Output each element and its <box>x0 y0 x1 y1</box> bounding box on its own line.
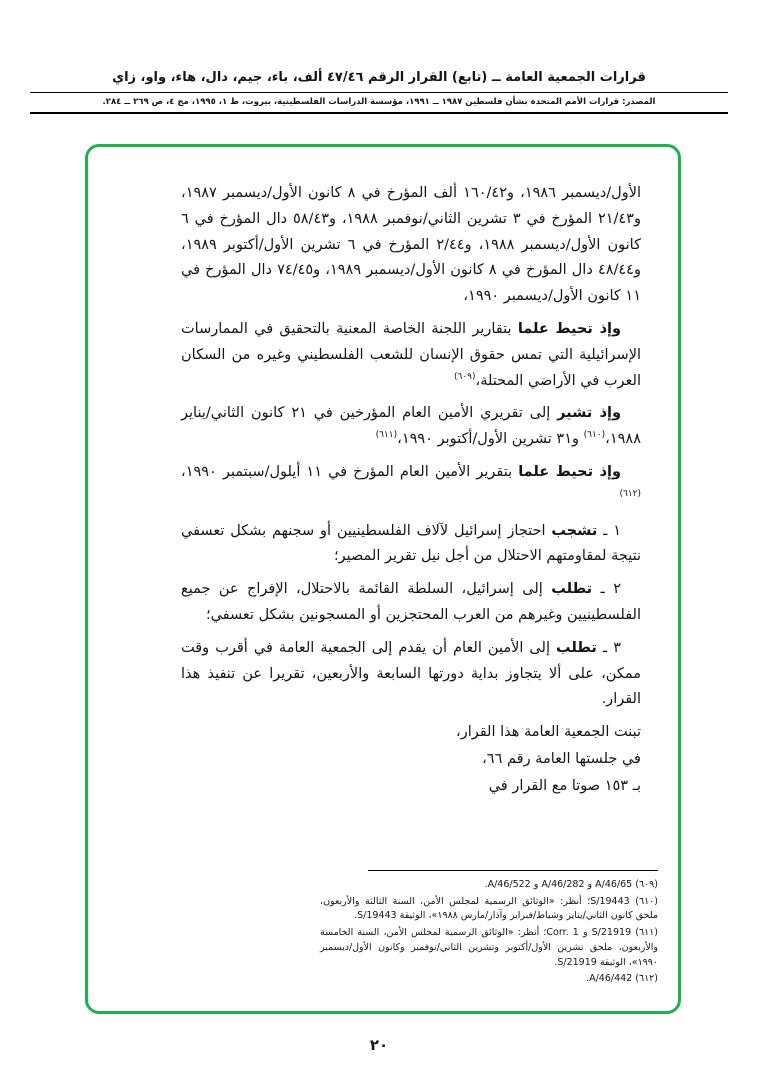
text-run: ٣ ـ <box>596 639 621 656</box>
resolution-frame <box>85 144 681 1014</box>
footnote-ref: (٦١٠) <box>583 430 606 441</box>
footnote-text: A/46/442. <box>586 973 636 985</box>
header-title: قرارات الجمعية العامة ــ (تابع) القرار الرقم ٤٧/٤٦ ألف، باء، جيم، دال، هاء، واو، زاي <box>112 70 646 85</box>
body-paragraph <box>181 519 641 571</box>
body-paragraph <box>181 317 641 394</box>
header-source: المصدر: قرارات الأمم المتحدة بشأن فلسطين ١٩٨٧ ــ ١٩٩١، مؤسسة الدراسات الفلسطينية، بيروت، ط ١، ١٩٩٥، مج ٤، ص ٢٦٩ ــ ٢٨٤. <box>102 97 656 107</box>
footnote-text: S/21919 و Corr. 1؛ أنظر: «الوثائق الرسمية لمجلس الأمن، السنة الخامسة والأربعون، ملحق تشرين الأول/أكتوبر وتشرين الثاني/نوفمبر وكانون الأول/ديسمبر ١٩٩٠»، الوثيقة S/21919. <box>320 927 658 968</box>
footnote-ref: (٦٠٩) <box>453 371 476 382</box>
header-rule-thin <box>30 92 728 93</box>
footnotes-list <box>320 878 658 987</box>
footnote-item <box>320 926 658 970</box>
page-header <box>30 70 728 114</box>
closing-line: في جلستها العامة رقم ٦٦، <box>482 750 641 767</box>
text-run: و٣١ تشرين الأول/أكتوبر ١٩٩٠، <box>397 431 584 448</box>
footnote-item <box>320 895 658 924</box>
footnote-item <box>320 878 658 893</box>
footnote-ref: (٦١١) <box>375 430 398 441</box>
text-run: تطلب <box>556 639 597 656</box>
text-run: وإذ تحيط علما <box>517 320 621 337</box>
footnote-text: A/46/65 و A/46/282 و A/46/522. <box>484 878 636 890</box>
text-run: بتقرير الأمين العام المؤرخ في ١١ أيلول/سبتمبر ١٩٩٠، <box>181 463 519 480</box>
text-run: إلى تقريري الأمين العام المؤرخين في ٢١ كانون الثاني/يناير ١٩٨٨، <box>181 405 641 448</box>
text-run: إلى الأمين العام أن يقدم إلى الجمعية العامة في أقرب وقت ممكن، على ألا يتجاوز بداية دورتها السابعة والأربعين، تقريرا عن تنفيذ هذا القرار. <box>181 639 641 708</box>
text-run: تشجب <box>551 522 598 539</box>
text-run: وإذ تحيط علما <box>518 463 621 480</box>
footnote-item <box>320 972 658 987</box>
footnote-separator <box>368 870 658 871</box>
closing-line: تبنت الجمعية العامة هذا القرار، <box>456 724 641 741</box>
text-run: ٢ ـ <box>592 581 621 598</box>
footnote-text: S/19443؛ أنظر: «الوثائق الرسمية لمجلس الأمن، السنة الثالثة والأربعون، ملحق كانون الثاني/يناير وشباط/فبراير وآذار/مارس ١٩٨٨»، الوثيقة S/19443. <box>320 895 658 922</box>
body-paragraph <box>181 577 641 629</box>
text-run: ١ ـ <box>597 522 621 539</box>
footnote-number: (٦١١) <box>635 927 658 939</box>
closing-line: بـ ١٥٣ صوتا مع القرار في <box>488 777 641 794</box>
body-paragraph <box>181 460 641 512</box>
body-paragraph <box>181 401 641 453</box>
text-run: إلى إسرائيل، السلطة القائمة بالاحتلال، الإفراج عن جميع الفلسطينيين وغيرهم من العرب المحتجزين أو المسجونين بشكل تعسفي؛ <box>181 581 641 623</box>
body-paragraph <box>181 181 641 310</box>
body-paragraph <box>181 636 641 713</box>
header-rule-thick <box>30 112 728 114</box>
footnotes-section <box>320 870 658 989</box>
page-number: ٢٠ <box>369 1036 389 1054</box>
footnote-number: (٦٠٩) <box>635 878 658 890</box>
text-run: تطلب <box>551 581 593 598</box>
text-run: الأول/ديسمبر ١٩٨٦، و١٦٠/٤٢ ألف المؤرخ في ٨ كانون الأول/ديسمبر ١٩٨٧، و٢١/٤٣ المؤرخ في ٣ تشرين الثاني/نوفمبر ١٩٨٨، و٥٨/٤٣ دال المؤرخ في ٦ كانون الأول/ديسمبر ١٩٨٨، و٢/٤٤ المؤرخ في ٦ تشرين الأول/أكتوبر ١٩٨٩، و٤٨/٤٤ دال المؤرخ في ٨ كانون الأول/ديسمبر ١٩٨٩، و٧٤/٤٥ دال المؤرخ في ١١ كانون الأول/ديسمبر ١٩٩٠، <box>181 185 642 305</box>
footnote-number: (٦١٠) <box>635 895 658 907</box>
text-run: احتجاز إسرائيل لآلاف الفلسطينيين أو سجنهم بشكل تعسفي نتيجة لمقاومتهم الاحتلال من أجل نيل تقرير المصير؛ <box>181 522 641 565</box>
body-paragraphs <box>181 181 641 801</box>
footnote-number: (٦١٢) <box>635 973 658 985</box>
text-run: بتقارير اللجنة الخاصة المعنية بالتحقيق في الممارسات الإسرائيلية التي تمس حقوق الإنسان للشعب الفلسطيني وغيره من السكان العرب في الأراضي المحتلة، <box>181 320 641 389</box>
text-run: وإذ تشير <box>557 405 621 422</box>
footnote-ref: (٦١٢) <box>619 488 641 499</box>
